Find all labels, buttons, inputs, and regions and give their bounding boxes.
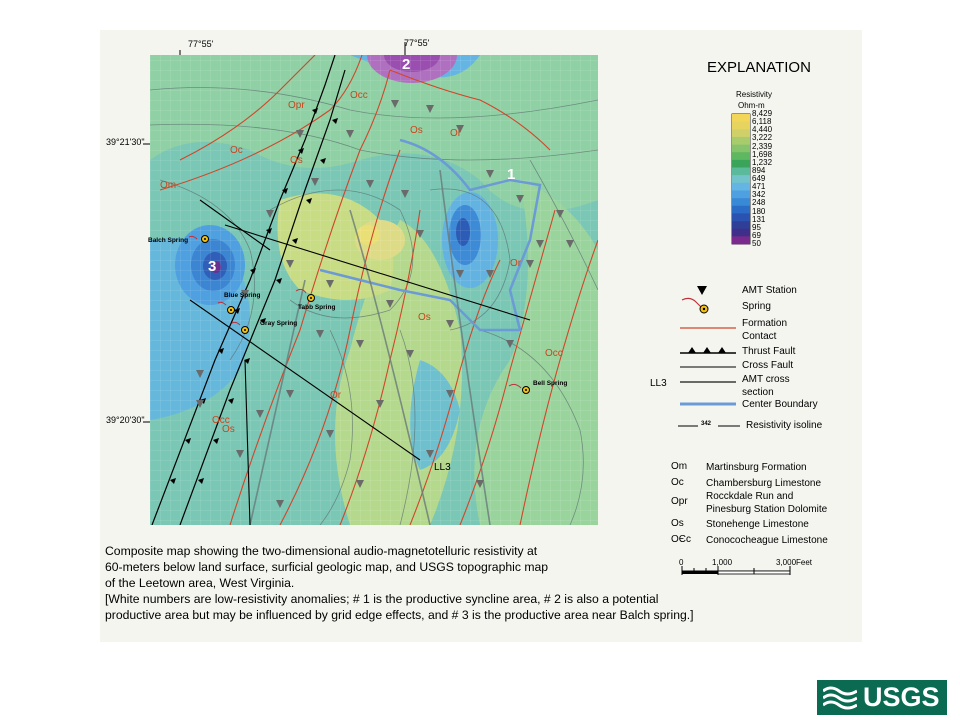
spring-label-tabb: Tabb Spring (298, 304, 336, 311)
legend-amt-section-code: LL3 (650, 378, 667, 389)
legend-amt-section: AMT cross section (742, 374, 790, 398)
coord-top-west: 77°55' (188, 39, 214, 49)
colorbar-value: 3,222 (752, 133, 773, 143)
usgs-logo (817, 680, 947, 715)
colorbar-swatch (732, 160, 750, 168)
anomaly-3: 3 (208, 258, 217, 275)
colorbar-swatch (732, 168, 750, 176)
coord-left-north: 39°21'30" (106, 137, 145, 147)
usgs-wave-icon (823, 685, 857, 711)
formation-code: Opr (671, 496, 688, 507)
spring-label-gray: Gray Spring (260, 320, 298, 327)
formation-name: Conococheague Limestone (706, 535, 828, 546)
colorbar-value: 50 (752, 239, 761, 248)
resistivity-unit: Ohm-m (738, 101, 765, 110)
anomaly-2: 2 (402, 56, 411, 73)
colorbar-value: 342 (752, 190, 766, 200)
colorbar-swatch (732, 236, 750, 244)
colorbar-swatch (732, 183, 750, 191)
colorbar-value: 95 (752, 222, 761, 232)
legend-center-boundary: Center Boundary (742, 399, 818, 410)
colorbar-value: 6,118 (752, 117, 772, 127)
legend-amt-station-symbol (697, 286, 707, 295)
scale-unit: Feet (796, 558, 813, 567)
unit-label: Os (290, 155, 303, 166)
unit-label: Om (160, 180, 177, 191)
colorbar-value: 2,339 (752, 141, 773, 151)
section-label-ll3: LL3 (434, 462, 451, 473)
colorbar-value: 4,440 (752, 125, 773, 135)
unit-label: Or (330, 390, 342, 401)
formation-name: Chambersburg Limestone (706, 478, 822, 489)
figure-caption (105, 543, 695, 623)
colorbar-value: 1,232 (752, 157, 773, 167)
unit-label: Os (222, 424, 235, 435)
spring-label-bell: Bell Spring (533, 380, 568, 387)
colorbar-value: 180 (752, 206, 766, 216)
legend-title: EXPLANATION (707, 59, 811, 76)
colorbar-value: 649 (752, 174, 766, 183)
usgs-logo-text: USGS (863, 682, 940, 712)
formation-name: Rocckdale Run and Pinesburg Station Dolomite (706, 491, 828, 515)
unit-label: Occ (212, 415, 230, 426)
legend-cross-fault: Cross Fault (742, 360, 794, 371)
formation-code: Oc (671, 477, 684, 488)
colorbar-swatch (732, 114, 750, 122)
unit-label: Os (410, 125, 423, 136)
formation-code: OЄc (671, 534, 691, 545)
resistivity-heading: Resistivity (736, 90, 773, 99)
formation-name: Martinsburg Formation (706, 462, 807, 473)
legend-formation-contact: Formation Contact (742, 318, 788, 342)
legend-thrust-fault: Thrust Fault (742, 346, 796, 357)
figure-panel (100, 30, 862, 642)
coord-left-south: 39°20'30" (106, 415, 145, 425)
spring-label-balch: Balch Spring (148, 237, 189, 244)
colorbar-swatches (732, 114, 750, 244)
map-area (150, 30, 598, 525)
colorbar-swatch (732, 145, 750, 153)
legend-spring: Spring (742, 301, 771, 312)
unit-label: Os (418, 312, 431, 323)
colorbar-swatch (732, 198, 750, 206)
colorbar-value: 894 (752, 165, 766, 175)
colorbar-swatch (732, 175, 750, 183)
legend-symbols (678, 286, 740, 426)
unit-label: Or (450, 128, 462, 139)
scale-end: 3,000 (776, 558, 797, 567)
scale-zero: 0 (679, 558, 684, 567)
colorbar-swatch (732, 122, 750, 130)
spring-label-blue: Blue Spring (224, 292, 261, 299)
colorbar-value: 1,698 (752, 149, 773, 159)
colorbar-swatch (732, 129, 750, 137)
colorbar-value: 69 (752, 230, 761, 240)
unit-label: Opr (288, 100, 305, 111)
colorbar-value: 8,429 (752, 109, 773, 118)
caption-line: 60-meters below land surface, surficial geologic map, and USGS topographic map (105, 560, 549, 574)
colorbar-value: 248 (752, 198, 766, 208)
scale-mid: 1,000 (712, 558, 733, 567)
legend-isoline: Resistivity isoline (746, 420, 823, 431)
legend-isoline-value: 342 (701, 421, 712, 427)
unit-label: Oc (230, 145, 243, 156)
formation-code: Om (671, 461, 688, 472)
caption-note: [White numbers are low-resistivity anomalies; # 1 is the productive syncline area, # 2 is also a potential productive area but may be influenced by grid edge effects, and # 3 is the productive area near Balch spring.] (105, 592, 694, 622)
colorbar-swatch (732, 206, 750, 214)
caption-line: Composite map showing the two-dimensional audio-magnetotelluric resistivity at (105, 544, 538, 558)
formation-code: Os (671, 518, 684, 529)
colorbar-swatch (732, 221, 750, 229)
colorbar-swatch (732, 137, 750, 145)
colorbar-swatch (732, 152, 750, 160)
colorbar-swatch (732, 190, 750, 198)
unit-label: Or (510, 258, 522, 269)
colorbar-swatch (732, 229, 750, 237)
caption-line: of the Leetown area, West Virginia. (105, 576, 295, 590)
coord-top-east: 77°55' (404, 38, 430, 48)
unit-label: Occ (545, 348, 563, 359)
scale-bar (682, 566, 790, 575)
formation-name: Stonehenge Limestone (706, 519, 809, 530)
legend-amt-station: AMT Station (742, 285, 797, 296)
colorbar-value: 471 (752, 182, 766, 192)
colorbar-value: 131 (752, 214, 766, 224)
anomaly-1: 1 (507, 166, 516, 183)
unit-label: Occ (350, 90, 368, 101)
colorbar-swatch (732, 213, 750, 221)
